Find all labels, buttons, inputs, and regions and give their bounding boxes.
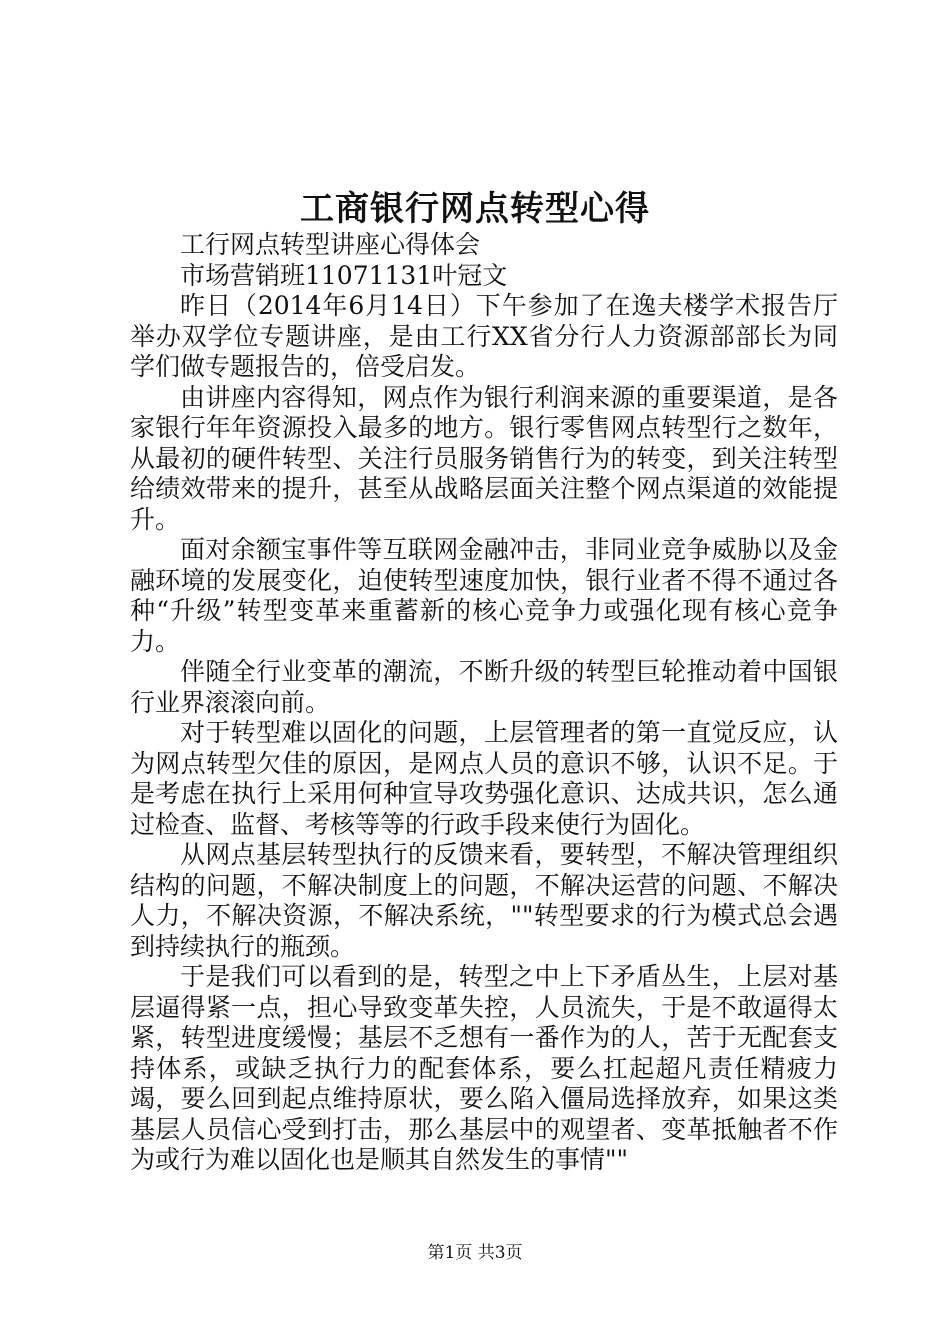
paragraph-lecture-heading: 工行网点转型讲座心得体会 — [180, 230, 481, 259]
paragraph: 面对余额宝事件等互联网金融冲击，非同业竞争威胁以及金融环境的发展变化，迫使转型速度加快，银行业者不得不通过各种“升级”转型变革来重蓄新的核心竞争力或强化现有核心竞争力。 — [130, 535, 838, 656]
paragraph: 由讲座内容得知，网点作为银行利润来源的重要渠道，是各家银行年年资源投入最多的地方。银行零售网点转型行之数年，从最初的硬件转型、关注行员服务销售行为的转变，到关注转型给绩效带来的提升，甚至从战略层面关注整个网点渠道的效能提升。 — [130, 382, 838, 534]
paragraph: 从网点基层转型执行的反馈来看，要转型，不解决管理组织结构的问题，不解决制度上的问题，不解决运营的问题、不解决人力，不解决资源，不解决系统，""转型要求的行为模式总会遇到持续执行的瓶颈。 — [130, 840, 838, 961]
page-footer: 第1页 共3页 — [427, 1243, 523, 1263]
paragraph: 于是我们可以看到的是，转型之中上下矛盾丛生，上层对基层逼得紧一点，担心导致变革失控，人员流失，于是不敢逼得太紧，转型进度缓慢；基层不乏想有一番作为的人，苦于无配套支持体系，或缺乏执行力的配套体系，要么扛起超凡责任精疲力竭，要么回到起点维持原状，要么陷入僵局选择放弃，如果这类基层人员信心受到打击，那么基层中的观望者、变革抵触者不作为或行为难以固化也是顺其自然发生的事情"" — [130, 962, 838, 1174]
document-title: 工商银行网点转型心得 — [300, 189, 650, 229]
document-body — [130, 230, 838, 1176]
paragraph: 伴随全行业变革的潮流，不断升级的转型巨轮推动着中国银行业界滚滚向前。 — [130, 657, 838, 717]
paragraph: 对于转型难以固化的问题，上层管理者的第一直觉反应，认为网点转型欠佳的原因，是网点人员的意识不够，认识不足。于是考虑在执行上采用何种宣导攻势强化意识、达成共识，怎么通过检查、监督、考核等等的行政手段来使行为固化。 — [130, 718, 838, 839]
paragraph: 昨日（2014年6月14日）下午参加了在逸夫楼学术报告厅举办双学位专题讲座，是由工行XX省分行人力资源部部长为同学们做专题报告的，倍受启发。 — [130, 291, 838, 381]
paragraph-author-line: 市场营销班11071131叶冠文 — [180, 260, 508, 290]
